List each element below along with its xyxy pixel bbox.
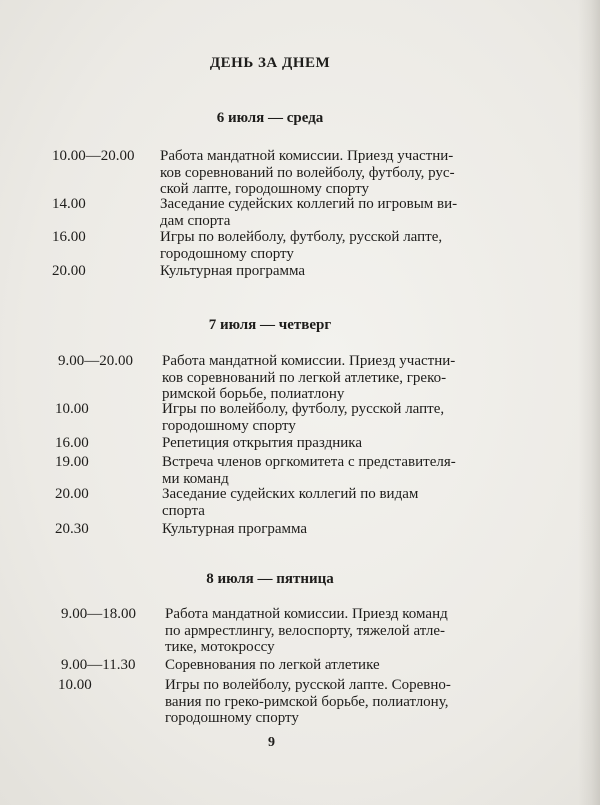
entry-line: дам спорта <box>160 212 231 229</box>
page-title: ДЕНЬ ЗА ДНЕМ <box>209 55 331 71</box>
entry-line: Игры по волейболу, футболу, русской лапте, <box>162 401 445 417</box>
entry-line: городошному спорту <box>165 710 299 726</box>
entry-line: римской борьбе, полиатлону <box>162 386 345 402</box>
entry-line: Работа мандатной комиссии. Приезд участни- <box>160 148 454 164</box>
entry-description <box>162 401 502 434</box>
entry-line: Работа мандатной комиссии. Приезд участни- <box>162 353 456 369</box>
entry-line: Культурная программа <box>160 263 306 279</box>
day-heading-6-july: 6 июля — среда <box>216 110 324 126</box>
entry-time: 16.00 <box>52 229 86 245</box>
entry-line: Культурная программа <box>162 521 308 537</box>
entry-description <box>160 229 500 262</box>
entry-description <box>165 606 500 656</box>
entry-time: 9.00—11.30 <box>61 657 136 673</box>
entry-description <box>165 677 500 727</box>
entry-description <box>165 657 500 674</box>
entry-time: 19.00 <box>55 454 89 470</box>
entry-line: Встреча членов оргкомитета с представителя- <box>162 454 456 470</box>
entry-description <box>162 486 502 519</box>
entry-line: Игры по волейболу, русской лапте. Соревно- <box>165 677 451 693</box>
page-edge-shadow <box>578 0 600 805</box>
entry-time: 16.00 <box>55 435 89 451</box>
entry-time: 9.00—18.00 <box>61 606 136 622</box>
entry-time: 10.00 <box>55 401 89 417</box>
entry-line: ков соревнований по легкой атлетике, греко- <box>162 369 447 386</box>
entry-line: городошному спорту <box>162 417 296 434</box>
entry-line: Репетиция открытия праздника <box>162 435 362 451</box>
entry-description <box>160 196 500 229</box>
entry-line: Игры по волейболу, футболу, русской лапте, <box>160 229 443 245</box>
entry-line: по армрестлингу, велоспорту, тяжелой атле- <box>165 622 446 639</box>
entry-line: Соревнования по легкой атлетике <box>165 657 380 673</box>
entry-description <box>162 521 502 538</box>
day-heading-8-july: 8 июля — пятница <box>206 571 334 587</box>
entry-line: Заседание судейских коллегий по видам <box>162 486 419 502</box>
entry-description <box>162 454 502 487</box>
entry-line: вания по греко-римской борьбе, полиатлону, <box>165 693 449 710</box>
entry-time: 20.00 <box>52 263 86 279</box>
entry-time: 10.00—20.00 <box>52 148 135 164</box>
entry-line: городошному спорту <box>160 245 294 262</box>
entry-time: 20.00 <box>55 486 89 502</box>
entry-description <box>160 148 500 198</box>
page-number: 9 <box>268 735 275 750</box>
entry-line: ской лапте, городошному спорту <box>160 181 370 197</box>
entry-time: 20.30 <box>55 521 89 537</box>
entry-line: спорта <box>162 502 205 519</box>
entry-description <box>160 263 500 280</box>
entry-time: 14.00 <box>52 196 86 212</box>
entry-time: 10.00 <box>58 677 92 693</box>
entry-description <box>162 353 502 403</box>
entry-line: тике, мотокроссу <box>165 639 275 655</box>
entry-description <box>162 435 502 452</box>
entry-line: Заседание судейских коллегий по игровым ви- <box>160 196 458 212</box>
entry-line: ков соревнований по волейболу, футболу, рус- <box>160 164 455 181</box>
entry-time: 9.00—20.00 <box>58 353 133 369</box>
day-heading-7-july: 7 июля — четверг <box>208 317 332 333</box>
entry-line: ми команд <box>162 470 229 487</box>
entry-line: Работа мандатной комиссии. Приезд команд <box>165 606 448 622</box>
